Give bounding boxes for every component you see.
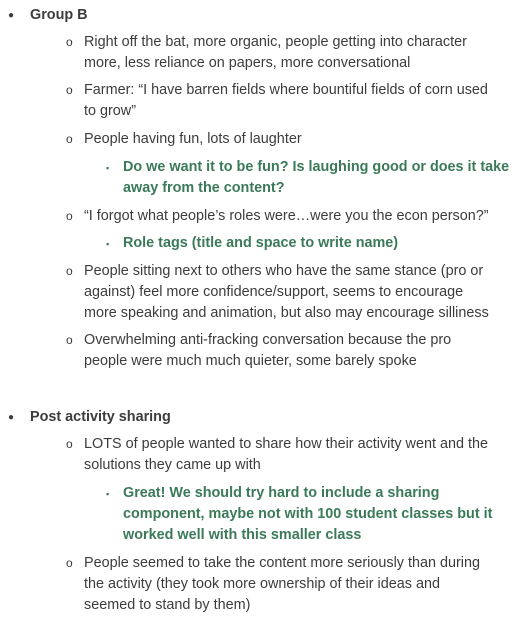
hollow-bullet-icon: o — [66, 83, 73, 97]
hollow-bullet-icon: o — [66, 264, 73, 278]
hollow-bullet-icon: o — [66, 35, 73, 49]
section-title: Group B — [30, 7, 88, 23]
feedback-note-text: Great! We should try hard to include a sharing component, maybe not with 100 student classes but it worked well with this smaller class — [123, 485, 493, 543]
list-item-text: Farmer: “I have barren fields where bountiful fields of corn used to grow” — [84, 82, 488, 119]
list-item-text: Right off the bat, more organic, people getting into character more, less reliance on papers, more conversational — [84, 34, 467, 71]
hollow-bullet-icon: o — [66, 209, 73, 223]
hollow-bullet-icon: o — [66, 437, 73, 451]
list-item-text: People seemed to take the content more seriously than during the activity (they took more ownership of their ideas and seemed to stand by them) — [84, 555, 480, 613]
feedback-note-text: Do we want it to be fun? Is laughing good or does it take away from the content? — [123, 159, 510, 196]
section-title: Post activity sharing — [30, 409, 171, 425]
list-item-text: People sitting next to others who have the same stance (pro or against) feel more confidence/support, seems to encourage more speaking and animation, but also may encourage silliness — [84, 263, 489, 321]
square-bullet-icon: ▪ — [106, 163, 110, 173]
list-item-text: People having fun, lots of laughter — [84, 131, 302, 147]
bullet-icon: ● — [8, 412, 15, 423]
square-bullet-icon: ▪ — [106, 239, 110, 249]
hollow-bullet-icon: o — [66, 333, 73, 347]
bullet-icon: ● — [8, 10, 15, 21]
feedback-note-text: Role tags (title and space to write name) — [123, 235, 399, 251]
list-item-text: LOTS of people wanted to share how their activity went and the solutions they came up with — [84, 436, 488, 473]
list-item-text: Overwhelming anti-fracking conversation because the pro people were much much quieter, some barely spoke — [84, 332, 452, 369]
hollow-bullet-icon: o — [66, 556, 73, 570]
list-item-text: “I forgot what people’s roles were…were you the econ person?” — [84, 208, 489, 224]
hollow-bullet-icon: o — [66, 132, 73, 146]
square-bullet-icon: ▪ — [106, 489, 110, 499]
